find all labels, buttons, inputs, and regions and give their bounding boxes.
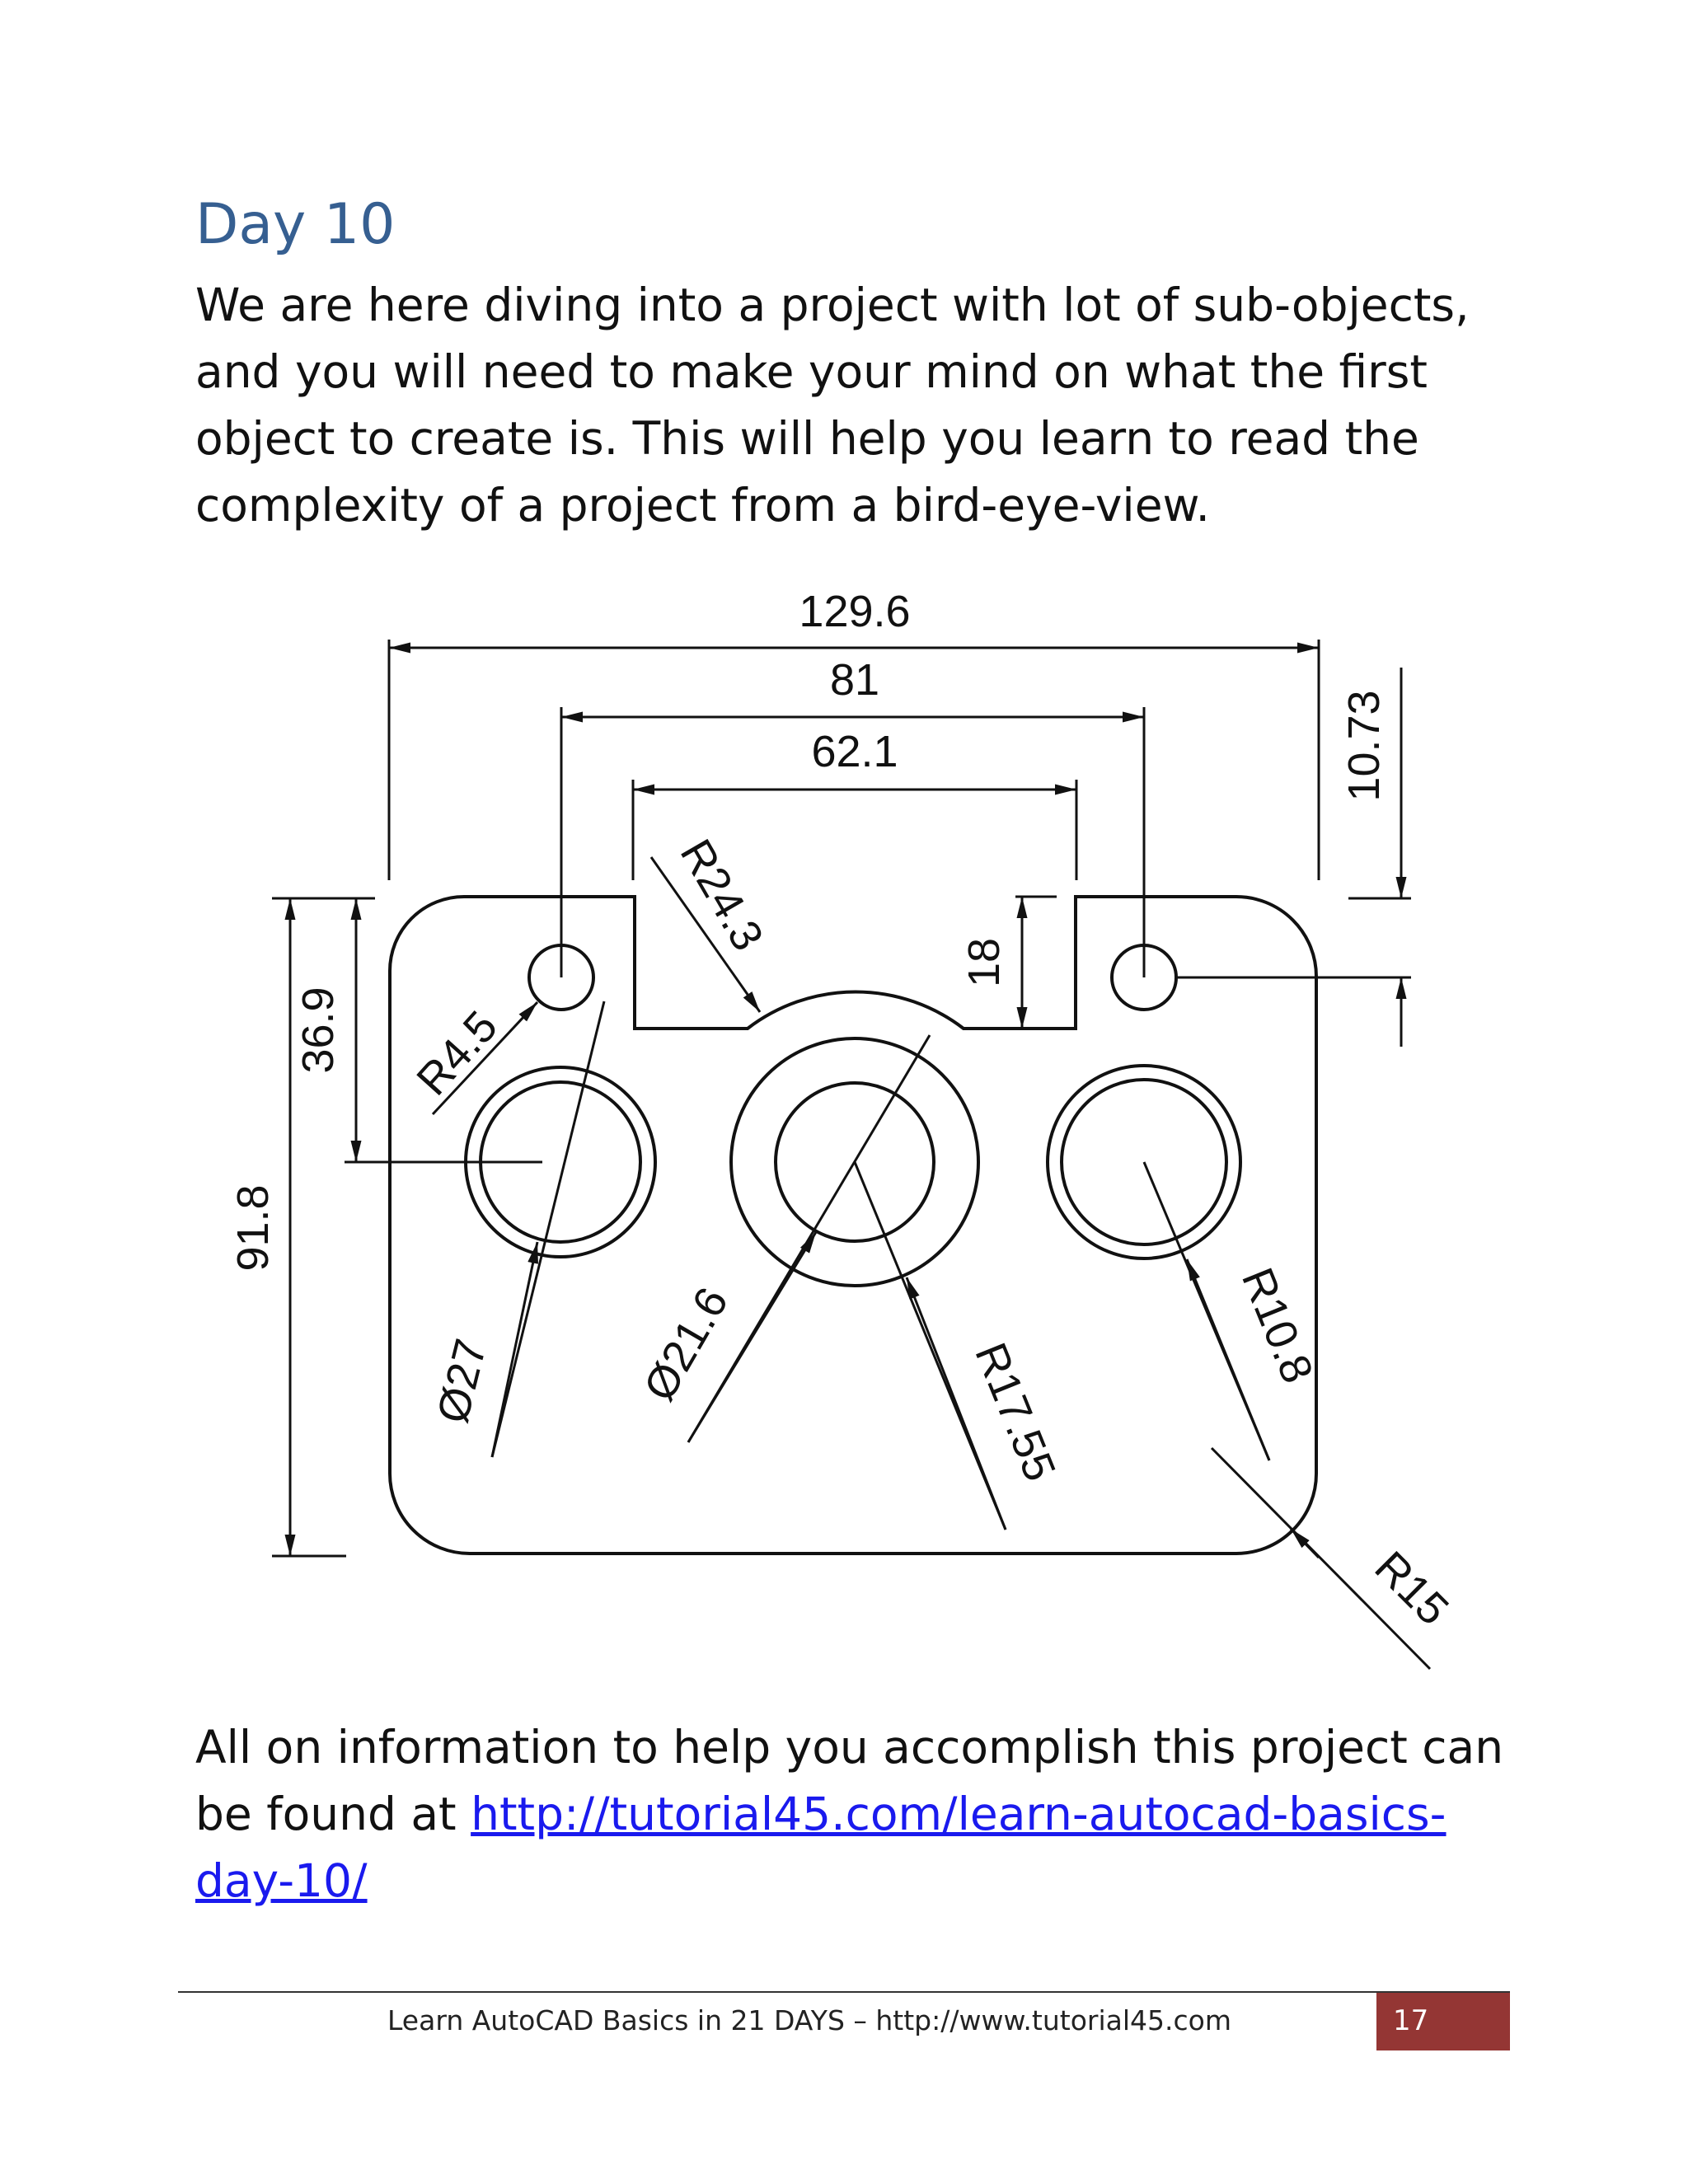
closing-text: All on information to help you accomplish this project can be found at [195,1721,1504,1840]
dim-center-diameter-label: Ø21.6 [634,1279,738,1409]
dim-hole-spacing-label: 81 [829,655,880,705]
intro-paragraph: We are here diving into a project with lot of sub-objects, and you will need to make your mind on what the first object to create is. This will help you learn to read the complexity of a project from a bird-eye-view. [195,279,1470,532]
dim-overall-width-label: 129.6 [799,587,911,636]
dim-right-radius-label: R10.8 [1231,1261,1323,1390]
dim-corner-radius-label: R15 [1365,1542,1458,1635]
part-outline [390,897,1316,1554]
dim-hole-height-label: 36.9 [293,987,343,1074]
closing-paragraph [195,1714,1531,1915]
dim-center-radius-label: R17.55 [965,1336,1066,1488]
page-number: 17 [1393,2004,1429,2037]
page-heading: Day 10 [195,192,396,257]
footer-divider [178,1991,1510,1993]
dim-slot-arc-radius-label: R24.3 [670,831,773,959]
dim-slot-depth [1015,897,1057,1029]
dim-overall-height-label: 91.8 [228,1184,278,1272]
dim-small-hole-radius-label: R4.5 [407,1001,508,1105]
dim-slot-depth-label: 18 [959,937,1009,988]
footer-text: Learn AutoCAD Basics in 21 DAYS – http://www.tutorial45.com [387,2004,1231,2036]
tutorial-link[interactable]: http://tutorial45.com/learn-autocad-basics-day-10/ [195,1788,1447,1907]
page-number-badge [1376,1993,1510,2050]
dim-top-offset-label: 10.73 [1339,690,1389,802]
dim-slot-width-label: 62.1 [811,727,898,776]
dim-left-diameter-label: Ø27 [428,1333,496,1428]
